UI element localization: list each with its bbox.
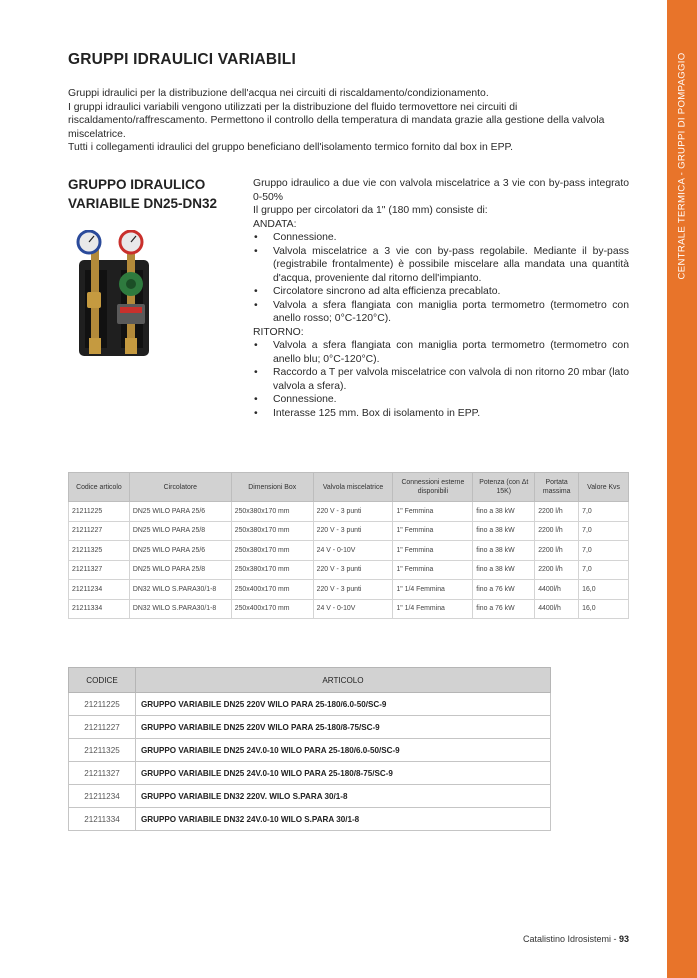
table-cell: 250x400x170 mm [231, 599, 313, 619]
article-name-cell: GRUPPO VARIABILE DN32 24V.0-10 WILO S.PARA 30/1-8 [136, 808, 551, 831]
table-cell: 1" Femmina [393, 502, 473, 522]
table-row [69, 580, 629, 600]
table-cell: 2200 l/h [535, 502, 579, 522]
column-header: CODICE [69, 668, 136, 693]
table-cell: 1" Femmina [393, 521, 473, 541]
table-cell: 1" 1/4 Femmina [393, 580, 473, 600]
table-cell: DN32 WILO S.PARA30/1-8 [129, 599, 231, 619]
table-cell: 16,0 [579, 580, 629, 600]
table-cell: 250x380x170 mm [231, 541, 313, 561]
article-code-cell: 21211234 [69, 785, 136, 808]
column-header: Potenza (con Δt 15K) [473, 473, 535, 502]
article-table [68, 667, 551, 831]
table-cell: 16,0 [579, 599, 629, 619]
section-description [253, 177, 629, 420]
table-cell: 7,0 [579, 560, 629, 580]
table-cell: 4400l/h [535, 599, 579, 619]
ritorno-list [253, 339, 629, 420]
table-cell: fino a 38 kW [473, 521, 535, 541]
table-cell: DN32 WILO S.PARA30/1-8 [129, 580, 231, 600]
section-side-label: CENTRALE TERMICA - GRUPPI DI POMPAGGIO [676, 52, 688, 280]
column-header: Valore Kvs [579, 473, 629, 502]
ritorno-label: RITORNO: [253, 326, 304, 338]
table-cell: 21211334 [69, 599, 130, 619]
table-cell: 1" 1/4 Femmina [393, 599, 473, 619]
table-cell: 1" Femmina [393, 541, 473, 561]
pump-group-image [73, 230, 155, 358]
table-row [69, 502, 629, 522]
column-header: Circolatore [129, 473, 231, 502]
table-cell: 250x400x170 mm [231, 580, 313, 600]
table-cell: DN25 WILO PARA 25/8 [129, 521, 231, 541]
list-item: • Connessione. [253, 231, 629, 245]
spec-table [68, 472, 629, 619]
article-name-cell: GRUPPO VARIABILE DN25 220V WILO PARA 25-180/6.0-50/SC-9 [136, 693, 551, 716]
article-name-cell: GRUPPO VARIABILE DN32 220V. WILO S.PARA 30/1-8 [136, 785, 551, 808]
table-cell: 21211327 [69, 560, 130, 580]
page-footer [523, 934, 629, 944]
table-cell: 220 V - 3 punti [313, 521, 393, 541]
page-title: GRUPPI IDRAULICI VARIABILI [68, 51, 296, 68]
table-cell: 220 V - 3 punti [313, 560, 393, 580]
article-code-cell: 21211227 [69, 716, 136, 739]
table-cell: 7,0 [579, 541, 629, 561]
table-row [69, 521, 629, 541]
column-header: ARTICOLO [136, 668, 551, 693]
table-cell: 1" Femmina [393, 560, 473, 580]
list-item: • Valvola a sfera flangiata con maniglia porta termometro (termometro con anello blu; 0°C-120°C). [253, 339, 629, 366]
table-row [69, 599, 629, 619]
desc-line: Il gruppo per circolatori da 1" (180 mm) consiste di: [253, 205, 488, 216]
table-row [69, 560, 629, 580]
table-cell: 7,0 [579, 521, 629, 541]
list-item: • Valvola miscelatrice a 3 vie con by-pass regolabile. Mediante il by-pass (registrabile frontalmente) è possibile miscelare alla mandata una quantità d'acqua, proveniente dal ritorno dell'impianto. [253, 245, 629, 286]
table-row [69, 716, 551, 739]
column-header: Portata massima [535, 473, 579, 502]
section-title: GRUPPO IDRAULICO VARIABILE DN25-DN32 [68, 177, 218, 211]
table-cell: 4400l/h [535, 580, 579, 600]
table-cell: fino a 76 kW [473, 580, 535, 600]
list-item: • Connessione. [253, 393, 629, 407]
article-code-cell: 21211334 [69, 808, 136, 831]
intro-paragraph: Gruppi idraulici per la distribuzione dell'acqua nei circuiti di riscaldamento/condizionamento. [68, 88, 489, 99]
article-code-cell: 21211327 [69, 762, 136, 785]
column-header: Dimensioni Box [231, 473, 313, 502]
andata-list [253, 231, 629, 326]
table-cell: 24 V - 0-10V [313, 541, 393, 561]
list-item: • Interasse 125 mm. Box di isolamento in EPP. [253, 407, 629, 421]
table-cell: fino a 38 kW [473, 502, 535, 522]
table-row [69, 762, 551, 785]
andata-label: ANDATA: [253, 218, 297, 230]
table-cell: 21211227 [69, 521, 130, 541]
list-item: • Raccordo a T per valvola miscelatrice con valvola di non ritorno 20 mbar (lato valvola a sfera). [253, 366, 629, 393]
table-cell: 220 V - 3 punti [313, 580, 393, 600]
table-row [69, 808, 551, 831]
article-code-cell: 21211325 [69, 739, 136, 762]
table-row [69, 693, 551, 716]
page-number: 93 [618, 934, 629, 944]
table-row [69, 739, 551, 762]
article-name-cell: GRUPPO VARIABILE DN25 24V.0-10 WILO PARA 25-180/8-75/SC-9 [136, 762, 551, 785]
table-cell: 2200 l/h [535, 521, 579, 541]
table-cell: 7,0 [579, 502, 629, 522]
list-item: • Circolatore sincrono ad alta efficienza precablato. [253, 285, 629, 299]
table-cell: 24 V - 0-10V [313, 599, 393, 619]
article-code-cell: 21211225 [69, 693, 136, 716]
intro-paragraph: I gruppi idraulici variabili vengono utilizzati per la distribuzione del fluido termovettore nei circuiti di riscaldamento/raffrescamento. Permettono il controllo della temperatura di mandata grazie alla gestione della valvola miscelatrice. [68, 101, 605, 140]
table-cell: DN25 WILO PARA 25/8 [129, 560, 231, 580]
table-cell: fino a 76 kW [473, 599, 535, 619]
intro-paragraph: Tutti i collegamenti idraulici del gruppo beneficiano dell'isolamento termico fornito dal box in EPP. [68, 142, 513, 154]
column-header: Valvola miscelatrice [313, 473, 393, 502]
table-cell: DN25 WILO PARA 25/6 [129, 502, 231, 522]
table-cell: 21211234 [69, 580, 130, 600]
table-cell: fino a 38 kW [473, 560, 535, 580]
table-cell: 21211325 [69, 541, 130, 561]
column-header: Codice articolo [69, 473, 130, 502]
list-item: • Valvola a sfera flangiata con maniglia porta termometro (termometro con anello rosso; 0°C-120°C). [253, 299, 629, 326]
desc-line: Gruppo idraulico a due vie con valvola miscelatrice a 3 vie con by-pass integrato 0-50% [253, 178, 629, 203]
table-cell: 21211225 [69, 502, 130, 522]
article-name-cell: GRUPPO VARIABILE DN25 24V.0-10 WILO PARA 25-180/6.0-50/SC-9 [136, 739, 551, 762]
article-name-cell: GRUPPO VARIABILE DN25 220V WILO PARA 25-180/8-75/SC-9 [136, 716, 551, 739]
table-cell: 250x380x170 mm [231, 521, 313, 541]
table-cell: 2200 l/h [535, 541, 579, 561]
table-cell: 220 V - 3 punti [313, 502, 393, 522]
table-cell: 2200 l/h [535, 560, 579, 580]
table-cell: 250x380x170 mm [231, 560, 313, 580]
table-cell: 250x380x170 mm [231, 502, 313, 522]
table-cell: DN25 WILO PARA 25/6 [129, 541, 231, 561]
spec-table-header [69, 473, 629, 502]
catalog-name: Catalistino Idrosistemi - [522, 934, 619, 944]
column-header: Connessioni esterne disponibili [393, 473, 473, 502]
intro-text [68, 87, 628, 155]
article-table-header [69, 668, 551, 693]
table-row [69, 785, 551, 808]
table-row [69, 541, 629, 561]
table-cell: fino a 38 kW [473, 541, 535, 561]
